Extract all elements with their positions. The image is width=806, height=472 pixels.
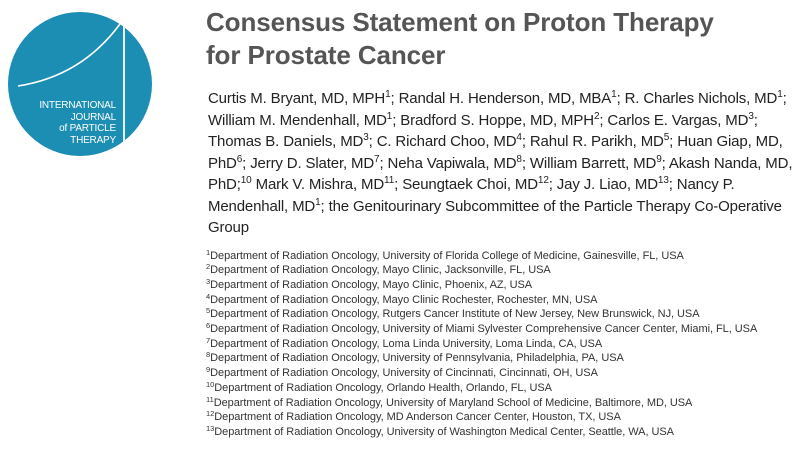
affiliation-text: Department of Radiation Oncology, University of Washington Medical Center, Seattle, WA, USA: [214, 425, 674, 438]
affiliation-number: 5: [206, 306, 211, 316]
author-affiliation-ref: 1: [777, 89, 783, 100]
logo-line-4: THERAPY: [70, 134, 116, 146]
author-affiliation-ref: 1: [315, 196, 321, 208]
author-name: Jerry D. Slater, MD: [250, 154, 375, 172]
affiliation-text: Department of Radiation Oncology, Mayo Clinic, Phoenix, AZ, USA: [210, 278, 533, 291]
affiliation-item: [206, 410, 804, 425]
affiliation-item: [206, 293, 804, 308]
article-content: [206, 6, 804, 440]
affiliation-list: [206, 249, 804, 440]
affiliation-text: Department of Radiation Oncology, Orlando Health, Orlando, FL, USA: [214, 381, 552, 394]
affiliation-item: [206, 322, 804, 337]
affiliation-item: [206, 366, 804, 381]
author-name: William M. Mendenhall, MD: [208, 111, 387, 129]
affiliation-number: 8: [206, 350, 211, 360]
affiliation-text: Department of Radiation Oncology, University of Miami Sylvester Comprehensive Cancer Center, Miami, FL, USA: [210, 323, 758, 336]
affiliation-number: 12: [206, 409, 215, 419]
affiliation-item: [206, 425, 804, 440]
affiliation-number: 7: [206, 335, 211, 345]
affiliation-text: Department of Radiation Oncology, University of Cincinnati, Cincinnati, OH, USA: [210, 367, 598, 380]
affiliation-item: [206, 396, 804, 411]
author-affiliation-ref: 12: [537, 175, 549, 186]
affiliation-number: 4: [206, 291, 211, 301]
title-line-2: for Prostate Cancer: [206, 40, 446, 70]
author-affiliation-ref: 7: [374, 153, 380, 165]
author-name: Neha Vapiwala, MD: [387, 154, 517, 172]
affiliation-text: Department of Radiation Oncology, University of Florida College of Medicine, Gainesville, FL, USA: [210, 249, 684, 262]
author-affiliation-ref: 1: [611, 89, 617, 100]
affiliation-item: [206, 249, 804, 264]
affiliation-text: Department of Radiation Oncology, University of Maryland School of Medicine, Baltimore, MD, USA: [213, 396, 693, 409]
author: [530, 133, 669, 150]
author-name: Bradford S. Hoppe, MD, MPH: [400, 111, 594, 129]
author-affiliation-ref: 4: [516, 132, 522, 143]
author: [625, 90, 783, 107]
author-affiliation-ref: 9: [656, 153, 662, 165]
author-affiliation-ref: 6: [236, 153, 243, 165]
author: [250, 155, 379, 172]
article-title: [206, 6, 804, 72]
affiliation-number: 2: [206, 262, 211, 272]
author-name: Akash Nanda, MD, PhD;: [208, 154, 793, 193]
journal-logo-text: [16, 100, 116, 146]
author-affiliation-ref: 8: [516, 153, 522, 165]
affiliation-text: Department of Radiation Oncology, Rutgers Cancer Institute of New Jersey, New Brunswick, NJ, USA: [210, 308, 700, 321]
affiliation-text: Department of Radiation Oncology, Mayo Clinic, Jacksonville, FL, USA: [210, 264, 551, 277]
author: [557, 176, 669, 193]
title-line-1: Consensus Statement on Proton Therapy: [206, 7, 714, 37]
author-name: Carlos E. Vargas, MD: [607, 111, 749, 129]
affiliation-item: [206, 278, 804, 293]
author-affiliation-ref: 3: [748, 110, 754, 122]
affiliation-item: [206, 381, 804, 396]
author-name: Mark V. Mishra, MD: [255, 176, 385, 193]
author-name: Jay J. Liao, MD: [556, 176, 658, 193]
affiliation-text: Department of Radiation Oncology, Mayo Clinic Rochester, Rochester, MN, USA: [210, 293, 598, 306]
author-name: Randal H. Henderson, MD, MBA: [398, 90, 612, 107]
author: [208, 112, 392, 129]
author: [530, 155, 662, 172]
author-name: Thomas B. Daniels, MD: [208, 133, 364, 150]
affiliation-number: 1: [206, 247, 211, 257]
affiliation-number: 13: [206, 423, 215, 433]
author-list: Curtis M. Bryant, MD, MPH$^1$; Randal H. Henderson, MD, MBA$^1$; R. Charles Nichols, $MD^1$; William M. Mendenhall, $MD^1$; Bradford S. Hoppe, MD, MPH$^2$; Carlos E. Vargas, $MD^3$; Thomas B. Daniels, $MD^3$; C. Richard Choo, $MD^4$; Rahul R. Parikh, $MD^5$; Huan Giap, MD, PhD$^6$; Jerry D. Slater, $MD^7$; Neha Vapiwala, $MD^8$; William Barrett, $MD^9$; Akash Nanda, MD, PhD;$^{10}$ Mark V. Mishra, MD$^{11}$; Seungtaek Choi, MD$^{12}$; Jay J. Liao, MD$^{13}$; Nancy P. Mendenhall, $MD^1$; the Genitourinary Subcommittee of the Particle Therapy Co-Operative Group: [208, 89, 793, 236]
logo-line-3: of PARTICLE: [59, 123, 116, 134]
author: [402, 176, 549, 193]
author-name: Rahul R. Parikh, MD: [529, 133, 664, 150]
author-group: the Genitourinary Subcommittee of the Particle Therapy Co-Operative Group: [208, 197, 782, 236]
logo-line-2: JOURNAL: [70, 111, 116, 123]
affiliation-text: Department of Radiation Oncology, University of Pennsylvania, Philadelphia, PA, USA: [210, 352, 624, 365]
affiliation-number: 9: [206, 365, 211, 375]
affiliation-text: Department of Radiation Oncology, Loma Linda University, Loma Linda, CA, USA: [210, 337, 603, 350]
author-affiliation-ref: 5: [663, 132, 670, 143]
author-name: William Barrett, MD: [529, 154, 657, 172]
author-name: Seungtaek Choi, MD: [402, 176, 538, 193]
logo-line-1: INTERNATIONAL: [39, 100, 116, 111]
affiliation-number: 10: [206, 379, 215, 389]
author-name: Nancy P. Mendenhall, MD: [208, 176, 735, 215]
affiliation-item: [206, 263, 804, 278]
author-affiliation-ref: 2: [593, 110, 600, 122]
author-affiliation-ref: 1: [385, 89, 391, 100]
affiliation-number: 6: [206, 321, 211, 331]
author: [607, 112, 753, 129]
author: [388, 155, 522, 172]
author-name: Curtis M. Bryant, MD, MPH: [208, 90, 386, 107]
author-affiliation-ref: 11: [384, 175, 395, 186]
author: [256, 176, 395, 193]
author-affiliation-ref: 13: [657, 175, 669, 186]
author-name: R. Charles Nichols, MD: [624, 90, 778, 107]
author-affiliation-ref: 10: [240, 175, 252, 186]
affiliation-item: [206, 307, 804, 322]
author-affiliation-ref: 3: [363, 132, 369, 143]
author-name: Huan Giap, MD, PhD: [208, 133, 783, 172]
affiliation-text: Department of Radiation Oncology, MD Anderson Cancer Center, Houston, TX, USA: [214, 411, 621, 424]
affiliation-item: [206, 337, 804, 352]
affiliation-number: 11: [206, 394, 214, 404]
author-affiliation-ref: 1: [386, 110, 393, 122]
affiliation-item: [206, 351, 804, 366]
author: [399, 90, 617, 107]
affiliation-number: 3: [206, 276, 211, 286]
author: [377, 133, 522, 150]
author-name: C. Richard Choo, MD: [376, 133, 517, 150]
author: [400, 112, 599, 129]
journal-logo: [4, 8, 156, 160]
author: [208, 90, 391, 107]
author: [208, 133, 369, 150]
